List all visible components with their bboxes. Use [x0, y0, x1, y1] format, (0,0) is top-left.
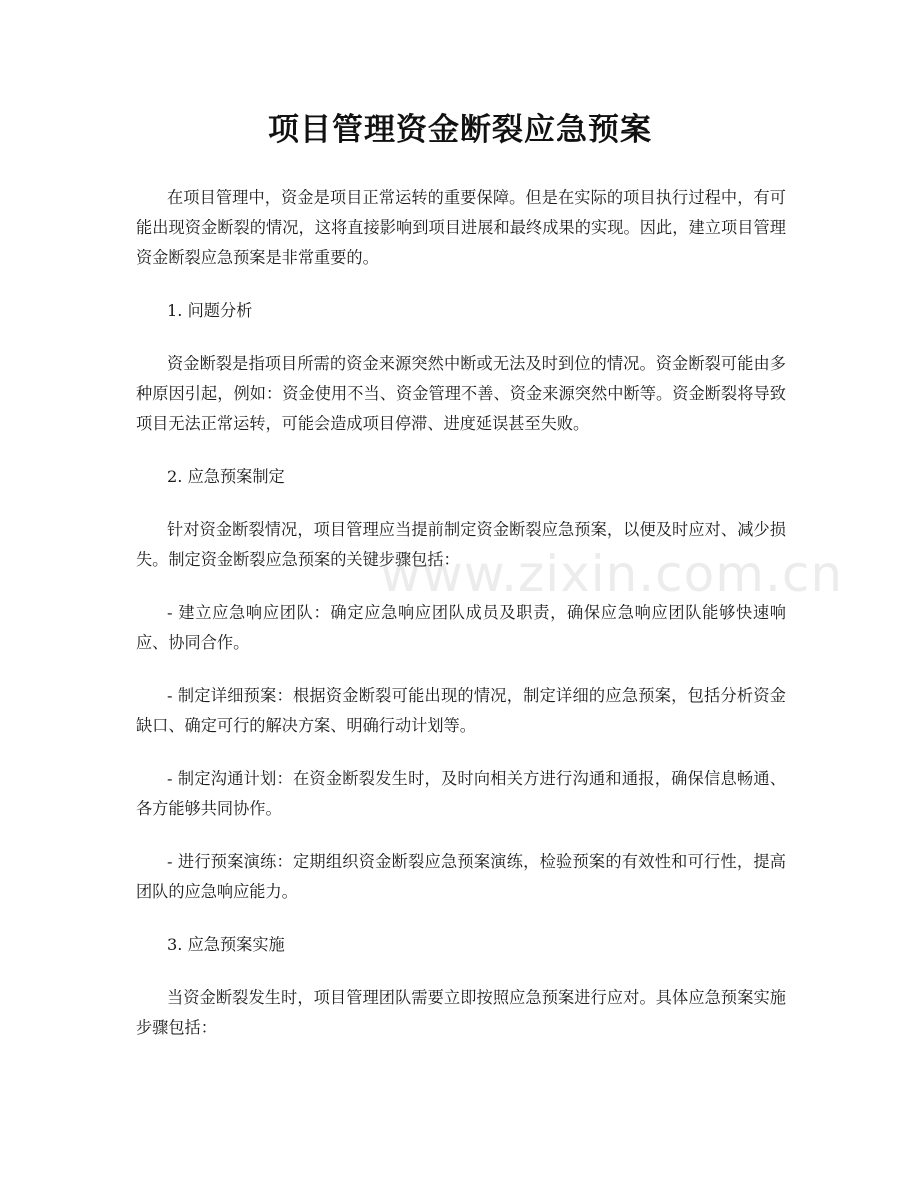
- intro-paragraph: 在项目管理中，资金是项目正常运转的重要保障。但是在实际的项目执行过程中，有可能出现资金断裂的情况，这将直接影响到项目进展和最终成果的实现。因此，建立项目管理资金断裂应急预案是非常重要的。: [136, 188, 786, 267]
- list-item-response-team: - 建立应急响应团队：确定应急响应团队成员及职责，确保应急响应团队能够快速响应、协同合作。: [136, 603, 786, 652]
- document-title: 项目管理资金断裂应急预案: [268, 112, 652, 148]
- plan-implementation-paragraph: 当资金断裂发生时，项目管理团队需要立即按照应急预案进行应对。具体应急预案实施步骤包括：: [136, 988, 786, 1037]
- watermark-text: www.zixin.com.cn: [380, 545, 844, 603]
- list-item-detailed-plan: - 制定详细预案：根据资金断裂可能出现的情况，制定详细的应急预案，包括分析资金缺口、确定可行的解决方案、明确行动计划等。: [136, 686, 786, 735]
- section-heading-problem-analysis: 1. 问题分析: [167, 301, 253, 320]
- list-item-communication-plan: - 制定沟通计划：在资金断裂发生时，及时向相关方进行沟通和通报，确保信息畅通、各方能够共同协作。: [136, 769, 786, 818]
- section-heading-plan-implementation: 3. 应急预案实施: [167, 935, 285, 954]
- document-body: [136, 183, 786, 1066]
- plan-formulation-paragraph: 针对资金断裂情况，项目管理应当提前制定资金断裂应急预案，以便及时应对、减少损失。制定资金断裂应急预案的关键步骤包括：: [136, 520, 786, 569]
- section-heading-plan-formulation: 2. 应急预案制定: [167, 467, 285, 486]
- list-item-plan-drill: - 进行预案演练：定期组织资金断裂应急预案演练，检验预案的有效性和可行性，提高团队的应急响应能力。: [136, 852, 786, 901]
- problem-analysis-paragraph: 资金断裂是指项目所需的资金来源突然中断或无法及时到位的情况。资金断裂可能由多种原因引起，例如：资金使用不当、资金管理不善、资金来源突然中断等。资金断裂将导致项目无法正常运转，可能会造成项目停滞、进度延误甚至失败。: [136, 354, 786, 433]
